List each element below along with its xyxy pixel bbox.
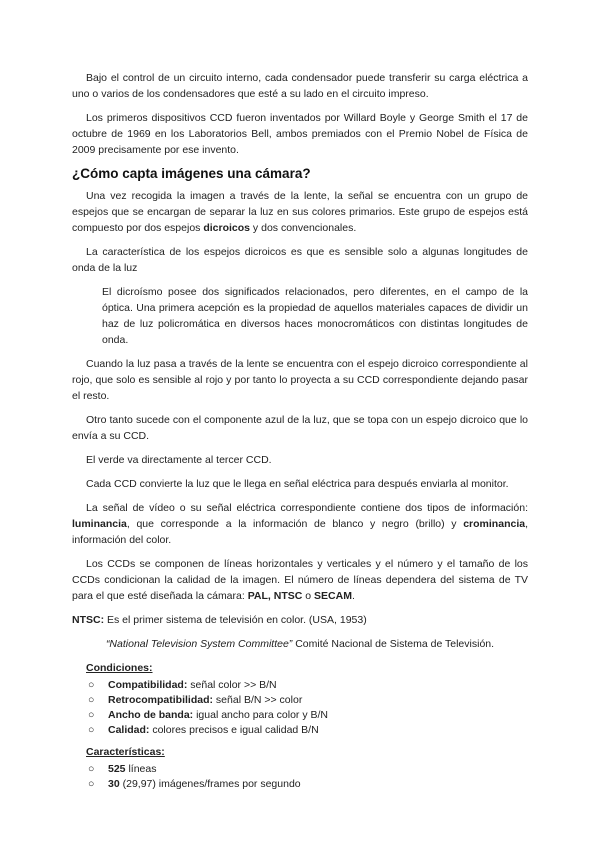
circle-bullet-icon: ○ bbox=[88, 679, 95, 691]
paragraph-mirrors: Una vez recogida la imagen a través de la lente, la señal se encuentra con un grupo de espejos que se encargan de separar la luz en sus colores primarios. Este grupo de espejos está compuesto por dos espejos dicroicos y dos convencionales. bbox=[72, 190, 528, 234]
paragraph-ccd-history: Los primeros dispositivos CCD fueron inventados por Willard Boyle y George Smith el 17 de octubre de 1969 en los Laboratorios Bell, ambos premiados con el Premio Nobel de Física de 2009 precisamente por ese invento. bbox=[72, 112, 528, 156]
quote-dichroism: El dicroísmo posee dos significados relacionados, pero diferentes, en el campo de la óptica. Una primera acepción es la propiedad de aquellos materiales capaces de dividir un haz de luz policromática en diversos haces monocromáticos con distintas longitudes de onda. bbox=[102, 286, 528, 346]
bold-term-luminancia: luminancia bbox=[72, 518, 127, 530]
ntsc-definition: NTSC: Es el primer sistema de televisión en color. (USA, 1953) bbox=[72, 614, 367, 626]
list-item: ○ Retrocompatibilidad: señal B/N >> color bbox=[88, 694, 303, 706]
bold-term-pal-ntsc: PAL, NTSC bbox=[247, 590, 303, 602]
bold-term-secam: SECAM bbox=[314, 590, 352, 602]
list-item: ○ Compatibilidad: señal color >> B/N bbox=[88, 679, 277, 691]
paragraph-video-signal: La señal de vídeo o su señal eléctrica correspondiente contiene dos tipos de información: luminancia, que corresponde a la información de blanco y negro (brillo) y crominancia, información del color. bbox=[72, 502, 528, 546]
ntsc-label: NTSC: bbox=[72, 614, 105, 626]
paragraph-blue: Otro tanto sucede con el componente azul de la luz, que se topa con un espejo dicroico que lo envía a su CCD. bbox=[72, 414, 528, 442]
bold-term-dicroicos: dicroicos bbox=[203, 222, 251, 234]
circle-bullet-icon: ○ bbox=[88, 724, 95, 736]
condiciones-list bbox=[86, 678, 528, 738]
section-heading: ¿Cómo capta imágenes una cámara? bbox=[72, 166, 311, 181]
paragraph-red: Cuando la luz pasa a través de la lente se encuentra con el espejo dicroico correspondiente al rojo, que solo es sensible al rojo y por tanto lo proyecta a su CCD correspondiente dejando pasar el resto. bbox=[72, 358, 528, 402]
ntsc-italic-name: “National Television System Committee” bbox=[105, 638, 293, 650]
paragraph-condensador: Bajo el control de un circuito interno, cada condensador puede transferir su carga eléctrica a uno o varios de los condensadores que esté a su lado en el circuito impreso. bbox=[72, 72, 528, 100]
caracteristicas-title: Características: bbox=[86, 746, 165, 758]
paragraph-green: El verde va directamente al tercer CCD. bbox=[86, 454, 272, 466]
circle-bullet-icon: ○ bbox=[88, 763, 95, 775]
paragraph-dichroic-feature: La característica de los espejos dicroicos es que es sensible solo a algunas longitudes de onda de la luz bbox=[72, 246, 528, 274]
bold-term-crominancia: crominancia bbox=[463, 518, 526, 530]
list-item: ○ 525 líneas bbox=[88, 763, 157, 775]
paragraph-ccd-lines: Los CCDs se componen de líneas horizontales y verticales y el número y el tamaño de los CCDs condicionan la calidad de la imagen. El número de líneas dependera del sistema de TV para el que esté diseñada la cámara: PAL, NTSC o SECAM. bbox=[72, 558, 528, 602]
ntsc-full-name: “National Television System Committee” Comité Nacional de Sistema de Televisión. bbox=[105, 638, 495, 650]
list-item: ○ 30 (29,97) imágenes/frames por segundo bbox=[88, 778, 301, 790]
circle-bullet-icon: ○ bbox=[88, 694, 95, 706]
circle-bullet-icon: ○ bbox=[88, 709, 95, 721]
list-item: ○ Calidad: colores precisos e igual calidad B/N bbox=[88, 724, 319, 736]
condiciones-title: Condiciones: bbox=[86, 662, 153, 674]
document-page bbox=[72, 70, 528, 798]
caracteristicas-list bbox=[86, 762, 528, 792]
list-item: ○ Ancho de banda: igual ancho para color y B/N bbox=[88, 709, 328, 721]
paragraph-signal: Cada CCD convierte la luz que le llega en señal eléctrica para después enviarla al monitor. bbox=[86, 478, 509, 490]
circle-bullet-icon: ○ bbox=[88, 778, 95, 790]
